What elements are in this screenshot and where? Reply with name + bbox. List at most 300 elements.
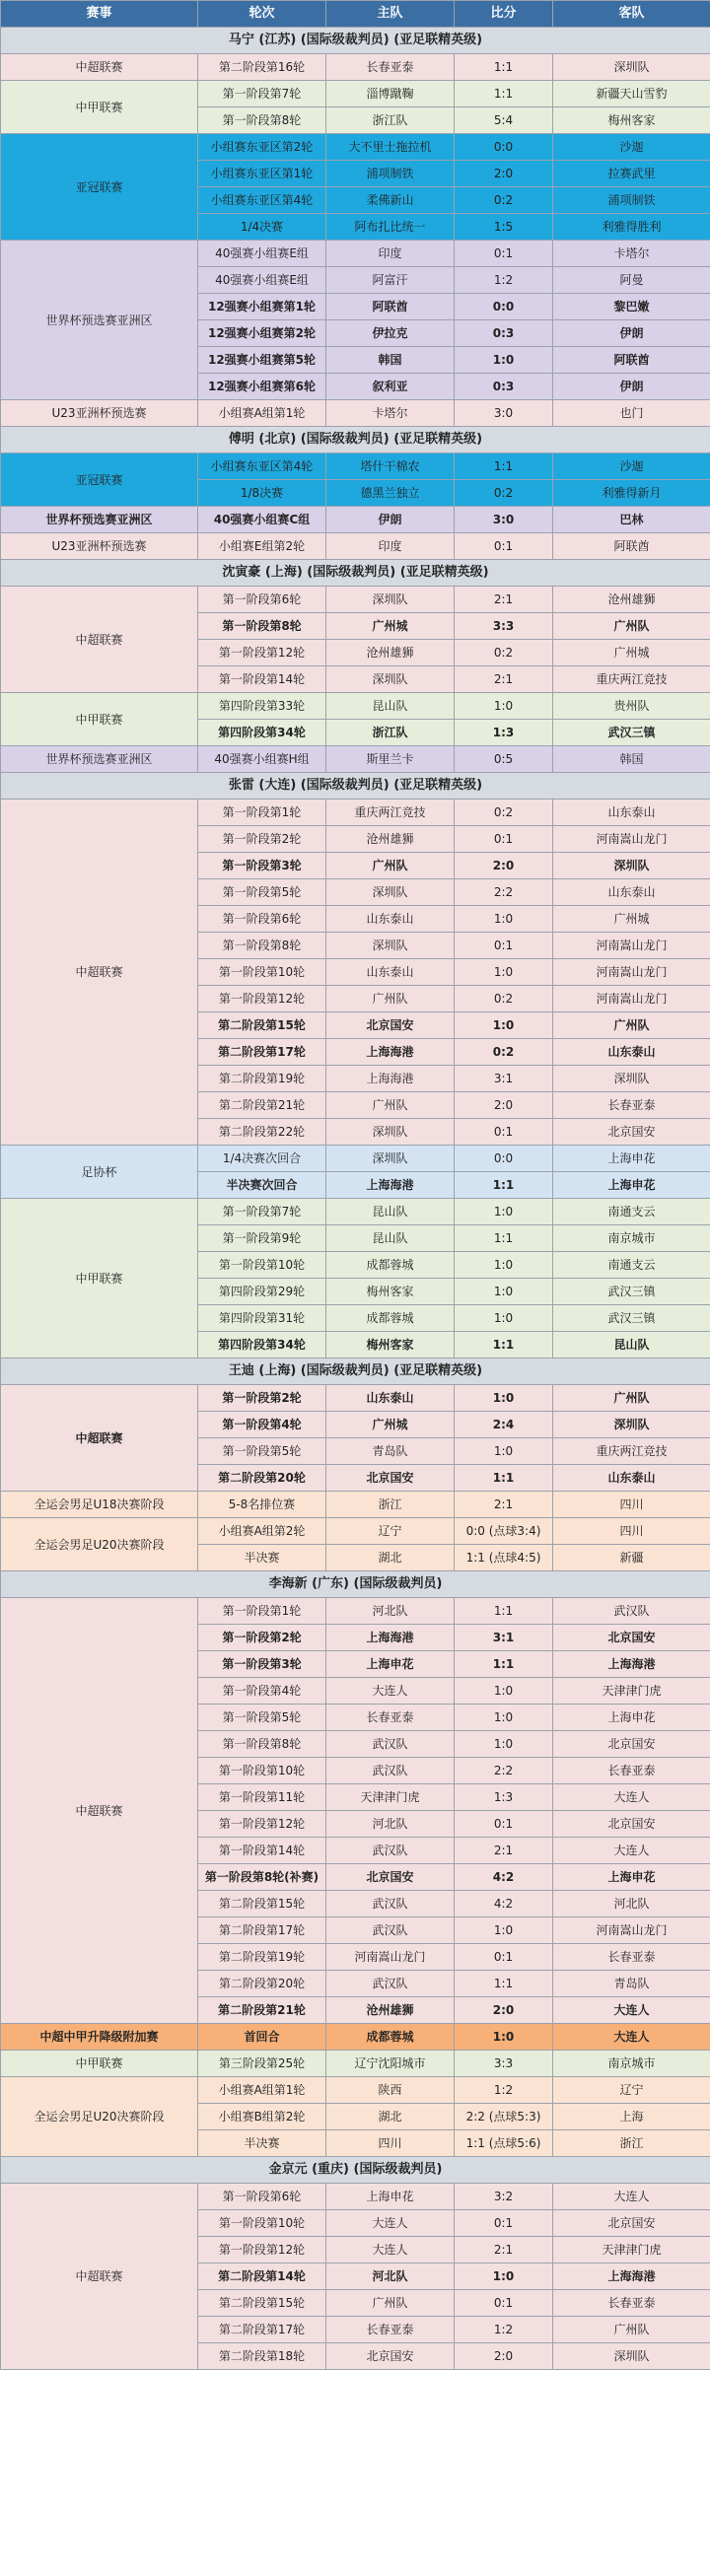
home-team-cell: 北京国安 [326,2343,455,2370]
round-cell: 第一阶段第8轮 [198,613,326,640]
home-team-cell: 北京国安 [326,1864,455,1891]
score-cell: 3:3 [455,2051,553,2077]
score-cell: 1:0 [455,1012,553,1039]
table-row [1,2024,710,2051]
home-team-cell: 深圳队 [326,879,455,906]
referee-row [1,28,710,54]
home-team-cell: 天津津门虎 [326,1784,455,1811]
home-team-cell: 大不里士拖拉机 [326,134,455,161]
round-cell: 12强赛小组赛第5轮 [198,347,326,374]
table-row [1,1385,710,1412]
competition-cell: U23亚洲杯预选赛 [1,400,198,427]
home-team-cell: 沧州雄狮 [326,826,455,853]
away-team-cell: 阿联酋 [553,347,710,374]
score-cell: 1:0 [455,1199,553,1225]
home-team-cell: 长春亚泰 [326,2317,455,2343]
score-cell: 0:0 [455,1146,553,1172]
score-cell: 1:0 [455,693,553,720]
score-cell: 0:0 (点球3:4) [455,1518,553,1545]
score-cell: 1:0 [455,1705,553,1731]
referee-row [1,773,710,800]
score-cell: 0:0 [455,134,553,161]
round-cell: 第一阶段第5轮 [198,879,326,906]
score-cell: 2:1 [455,1492,553,1518]
table-row [1,2051,710,2077]
away-team-cell: 长春亚泰 [553,1092,710,1119]
score-cell: 1:3 [455,1784,553,1811]
away-team-cell: 广州队 [553,613,710,640]
score-cell: 2:0 [455,853,553,879]
score-cell: 3:1 [455,1066,553,1092]
round-cell: 第一阶段第2轮 [198,1385,326,1412]
round-cell: 第二阶段第21轮 [198,1092,326,1119]
home-team-cell: 重庆两江竞技 [326,800,455,826]
competition-cell: 世界杯预选赛亚洲区 [1,241,198,400]
score-cell: 0:2 [455,1039,553,1066]
away-team-cell: 北京国安 [553,1731,710,1758]
score-cell: 1:3 [455,720,553,746]
round-cell: 第一阶段第12轮 [198,1811,326,1838]
score-cell: 1:0 [455,1279,553,1305]
away-team-cell: 深圳队 [553,54,710,81]
round-cell: 40强赛小组赛E组 [198,267,326,294]
round-cell: 第二阶段第14轮 [198,2263,326,2290]
competition-cell: 亚冠联赛 [1,453,198,507]
score-cell: 1:1 [455,453,553,480]
away-team-cell: 四川 [553,1492,710,1518]
score-cell: 0:2 [455,800,553,826]
home-team-cell: 梅州客家 [326,1332,455,1358]
home-team-cell: 辽宁沈阳城市 [326,2051,455,2077]
score-cell: 0:3 [455,374,553,400]
score-cell: 1:0 [455,347,553,374]
score-cell: 1:1 [455,54,553,81]
home-team-cell: 辽宁 [326,1518,455,1545]
competition-cell: 世界杯预选赛亚洲区 [1,507,198,533]
score-cell: 2:2 [455,879,553,906]
table-row [1,2184,710,2210]
round-cell: 第二阶段第20轮 [198,1971,326,1997]
away-team-cell: 长春亚泰 [553,1758,710,1784]
round-cell: 第二阶段第19轮 [198,1944,326,1971]
round-cell: 小组赛A组第1轮 [198,400,326,427]
competition-cell: 中超联赛 [1,800,198,1146]
table-row [1,2077,710,2104]
score-cell: 0:1 [455,1811,553,1838]
referee-name: 李海新 (广东) (国际级裁判员) [1,1571,710,1598]
score-cell: 1:1 [455,1598,553,1625]
home-team-cell: 深圳队 [326,933,455,959]
round-cell: 12强赛小组赛第6轮 [198,374,326,400]
home-team-cell: 叙利亚 [326,374,455,400]
table-row [1,1518,710,1545]
home-team-cell: 河北队 [326,2263,455,2290]
round-cell: 小组赛东亚区第1轮 [198,161,326,187]
away-team-cell: 广州队 [553,2317,710,2343]
referee-row [1,1571,710,1598]
away-team-cell: 卡塔尔 [553,241,710,267]
round-cell: 第一阶段第12轮 [198,986,326,1012]
home-team-cell: 深圳队 [326,1146,455,1172]
round-cell: 半决赛 [198,1545,326,1571]
score-cell: 2:2 [455,1758,553,1784]
home-team-cell: 塔什干棉农 [326,453,455,480]
away-team-cell: 河南嵩山龙门 [553,959,710,986]
competition-cell: 中甲联赛 [1,1199,198,1358]
round-cell: 第一阶段第3轮 [198,1651,326,1678]
score-cell: 0:1 [455,2290,553,2317]
round-cell: 第一阶段第7轮 [198,81,326,107]
away-team-cell: 上海海港 [553,1651,710,1678]
round-cell: 第二阶段第19轮 [198,1066,326,1092]
home-team-cell: 阿布扎比统一 [326,214,455,241]
away-team-cell: 武汉三镇 [553,1305,710,1332]
home-team-cell: 河北队 [326,1811,455,1838]
round-cell: 小组赛东亚区第4轮 [198,187,326,214]
round-cell: 第二阶段第22轮 [198,1119,326,1146]
home-team-cell: 长春亚泰 [326,1705,455,1731]
score-cell: 1:1 [455,1225,553,1252]
home-team-cell: 四川 [326,2130,455,2157]
round-cell: 第三阶段第25轮 [198,2051,326,2077]
home-team-cell: 广州队 [326,1092,455,1119]
round-cell: 第一阶段第8轮(补赛) [198,1864,326,1891]
competition-cell: 亚冠联赛 [1,134,198,241]
score-cell: 1:0 [455,1438,553,1465]
table-row [1,1492,710,1518]
round-cell: 40强赛小组赛H组 [198,746,326,773]
score-cell: 2:1 [455,2237,553,2263]
round-cell: 第一阶段第10轮 [198,1252,326,1279]
home-team-cell: 北京国安 [326,1012,455,1039]
round-cell: 第一阶段第11轮 [198,1784,326,1811]
away-team-cell: 河南嵩山龙门 [553,986,710,1012]
away-team-cell: 武汉三镇 [553,1279,710,1305]
round-cell: 第二阶段第15轮 [198,1891,326,1917]
score-cell: 2:1 [455,1838,553,1864]
home-team-cell: 德黑兰独立 [326,480,455,507]
away-team-cell: 上海申花 [553,1705,710,1731]
away-team-cell: 天津津门虎 [553,1678,710,1705]
score-cell: 1:1 (点球4:5) [455,1545,553,1571]
round-cell: 第一阶段第2轮 [198,826,326,853]
score-cell: 1:0 [455,2263,553,2290]
away-team-cell: 上海申花 [553,1172,710,1199]
round-cell: 小组赛B组第2轮 [198,2104,326,2130]
away-team-cell: 阿联酋 [553,533,710,560]
score-cell: 1:0 [455,1678,553,1705]
table-row [1,134,710,161]
away-team-cell: 河南嵩山龙门 [553,933,710,959]
away-team-cell: 大连人 [553,2024,710,2051]
away-team-cell: 也门 [553,400,710,427]
round-cell: 小组赛东亚区第4轮 [198,453,326,480]
competition-cell: 全运会男足U20决赛阶段 [1,2077,198,2157]
home-team-cell: 大连人 [326,2237,455,2263]
home-team-cell: 陕西 [326,2077,455,2104]
home-team-cell: 武汉队 [326,1758,455,1784]
round-cell: 第一阶段第5轮 [198,1705,326,1731]
round-cell: 小组赛A组第1轮 [198,2077,326,2104]
score-cell: 0:1 [455,826,553,853]
round-cell: 第四阶段第31轮 [198,1305,326,1332]
score-cell: 0:1 [455,533,553,560]
away-team-cell: 北京国安 [553,1119,710,1146]
round-cell: 1/4决赛次回合 [198,1146,326,1172]
round-cell: 40强赛小组赛E组 [198,241,326,267]
away-team-cell: 沧州雄狮 [553,587,710,613]
away-team-cell: 贵州队 [553,693,710,720]
score-cell: 1:0 [455,1305,553,1332]
home-team-cell: 斯里兰卡 [326,746,455,773]
header-score: 比分 [455,1,553,28]
competition-cell: U23亚洲杯预选赛 [1,533,198,560]
home-team-cell: 伊拉克 [326,320,455,347]
home-team-cell: 广州城 [326,613,455,640]
home-team-cell: 伊朗 [326,507,455,533]
referee-name: 马宁 (江苏) (国际级裁判员) (亚足联精英级) [1,28,710,54]
score-cell: 2:4 [455,1412,553,1438]
score-cell: 1:1 [455,1971,553,1997]
away-team-cell: 深圳队 [553,1412,710,1438]
round-cell: 第一阶段第1轮 [198,800,326,826]
home-team-cell: 成都蓉城 [326,2024,455,2051]
away-team-cell: 黎巴嫩 [553,294,710,320]
home-team-cell: 上海海港 [326,1172,455,1199]
referee-row [1,1358,710,1385]
score-cell: 1:0 [455,906,553,933]
home-team-cell: 广州队 [326,986,455,1012]
table-row [1,693,710,720]
away-team-cell: 武汉三镇 [553,720,710,746]
home-team-cell: 韩国 [326,347,455,374]
away-team-cell: 广州城 [553,906,710,933]
away-team-cell: 河北队 [553,1891,710,1917]
away-team-cell: 大连人 [553,2184,710,2210]
round-cell: 第一阶段第8轮 [198,1731,326,1758]
home-team-cell: 广州队 [326,853,455,879]
round-cell: 第一阶段第3轮 [198,853,326,879]
header-home: 主队 [326,1,455,28]
home-team-cell: 昆山队 [326,1199,455,1225]
round-cell: 第四阶段第29轮 [198,1279,326,1305]
away-team-cell: 长春亚泰 [553,1944,710,1971]
score-cell: 0:1 [455,933,553,959]
away-team-cell: 南京城市 [553,1225,710,1252]
score-cell: 0:2 [455,640,553,666]
header-competition: 赛事 [1,1,198,28]
away-team-cell: 大连人 [553,1997,710,2024]
referee-name: 傅明 (北京) (国际级裁判员) (亚足联精英级) [1,427,710,453]
home-team-cell: 深圳队 [326,1119,455,1146]
round-cell: 第二阶段第17轮 [198,1039,326,1066]
away-team-cell: 山东泰山 [553,879,710,906]
away-team-cell: 重庆两江竞技 [553,666,710,693]
home-team-cell: 阿富汗 [326,267,455,294]
home-team-cell: 河南嵩山龙门 [326,1944,455,1971]
score-cell: 1:0 [455,1917,553,1944]
away-team-cell: 四川 [553,1518,710,1545]
referee-row [1,427,710,453]
table-row [1,587,710,613]
score-cell: 1:2 [455,2077,553,2104]
competition-cell: 全运会男足U20决赛阶段 [1,1518,198,1571]
round-cell: 第二阶段第16轮 [198,54,326,81]
referee-name: 金京元 (重庆) (国际级裁判员) [1,2157,710,2184]
referee-name: 沈寅豪 (上海) (国际级裁判员) (亚足联精英级) [1,560,710,587]
away-team-cell: 上海 [553,2104,710,2130]
away-team-cell: 武汉队 [553,1598,710,1625]
home-team-cell: 山东泰山 [326,1385,455,1412]
score-cell: 3:0 [455,400,553,427]
away-team-cell: 沙迦 [553,134,710,161]
competition-cell: 中超中甲升降级附加赛 [1,2024,198,2051]
home-team-cell: 卡塔尔 [326,400,455,427]
round-cell: 第二阶段第20轮 [198,1465,326,1492]
round-cell: 12强赛小组赛第1轮 [198,294,326,320]
away-team-cell: 广州城 [553,640,710,666]
home-team-cell: 武汉队 [326,1971,455,1997]
score-cell: 0:2 [455,986,553,1012]
score-cell: 1:1 [455,1651,553,1678]
round-cell: 第二阶段第15轮 [198,1012,326,1039]
round-cell: 第一阶段第14轮 [198,1838,326,1864]
score-cell: 1:0 [455,1385,553,1412]
round-cell: 第一阶段第7轮 [198,1199,326,1225]
away-team-cell: 河南嵩山龙门 [553,1917,710,1944]
score-cell: 2:0 [455,2343,553,2370]
home-team-cell: 广州城 [326,1412,455,1438]
score-cell: 0:1 [455,241,553,267]
away-team-cell: 阿曼 [553,267,710,294]
round-cell: 第一阶段第1轮 [198,1598,326,1625]
competition-cell: 全运会男足U18决赛阶段 [1,1492,198,1518]
round-cell: 第一阶段第6轮 [198,2184,326,2210]
away-team-cell: 山东泰山 [553,1465,710,1492]
away-team-cell: 青岛队 [553,1971,710,1997]
away-team-cell: 北京国安 [553,2210,710,2237]
table-row [1,1598,710,1625]
round-cell: 第二阶段第18轮 [198,2343,326,2370]
home-team-cell: 武汉队 [326,1891,455,1917]
round-cell: 第四阶段第33轮 [198,693,326,720]
away-team-cell: 南通支云 [553,1199,710,1225]
round-cell: 第一阶段第9轮 [198,1225,326,1252]
competition-cell: 世界杯预选赛亚洲区 [1,746,198,773]
round-cell: 第一阶段第10轮 [198,1758,326,1784]
home-team-cell: 上海海港 [326,1039,455,1066]
score-cell: 1:2 [455,2317,553,2343]
home-team-cell: 昆山队 [326,1225,455,1252]
home-team-cell: 大连人 [326,2210,455,2237]
table-row [1,800,710,826]
score-cell: 3:2 [455,2184,553,2210]
away-team-cell: 利雅得新月 [553,480,710,507]
home-team-cell: 深圳队 [326,666,455,693]
home-team-cell: 河北队 [326,1598,455,1625]
away-team-cell: 北京国安 [553,1625,710,1651]
away-team-cell: 深圳队 [553,853,710,879]
round-cell: 40强赛小组赛C组 [198,507,326,533]
score-cell: 2:0 [455,1092,553,1119]
round-cell: 第四阶段第34轮 [198,1332,326,1358]
away-team-cell: 河南嵩山龙门 [553,826,710,853]
round-cell: 1/4决赛 [198,214,326,241]
round-cell: 第一阶段第6轮 [198,587,326,613]
home-team-cell: 沧州雄狮 [326,640,455,666]
competition-cell: 中甲联赛 [1,693,198,746]
competition-cell: 中超联赛 [1,54,198,81]
table-row [1,533,710,560]
away-team-cell: 上海申花 [553,1864,710,1891]
referee-name: 张雷 (大连) (国际级裁判员) (亚足联精英级) [1,773,710,800]
home-team-cell: 淄博蹴鞠 [326,81,455,107]
score-cell: 0:1 [455,1944,553,1971]
header-round: 轮次 [198,1,326,28]
away-team-cell: 重庆两江竞技 [553,1438,710,1465]
home-team-cell: 上海海港 [326,1625,455,1651]
round-cell: 小组赛东亚区第2轮 [198,134,326,161]
score-cell: 1:0 [455,2024,553,2051]
away-team-cell: 大连人 [553,1838,710,1864]
away-team-cell: 广州队 [553,1012,710,1039]
score-cell: 2:0 [455,161,553,187]
competition-cell: 中甲联赛 [1,81,198,134]
round-cell: 第二阶段第17轮 [198,1917,326,1944]
competition-cell: 中超联赛 [1,587,198,693]
away-team-cell: 南通支云 [553,1252,710,1279]
away-team-cell: 广州队 [553,1385,710,1412]
round-cell: 1/8决赛 [198,480,326,507]
round-cell: 第一阶段第4轮 [198,1412,326,1438]
score-cell: 1:1 [455,1465,553,1492]
round-cell: 第一阶段第10轮 [198,2210,326,2237]
competition-cell: 中甲联赛 [1,2051,198,2077]
away-team-cell: 南京城市 [553,2051,710,2077]
home-team-cell: 柔佛新山 [326,187,455,214]
away-team-cell: 深圳队 [553,2343,710,2370]
away-team-cell: 辽宁 [553,2077,710,2104]
home-team-cell: 梅州客家 [326,1279,455,1305]
home-team-cell: 山东泰山 [326,906,455,933]
away-team-cell: 大连人 [553,1784,710,1811]
table-row [1,81,710,107]
table-row [1,453,710,480]
table-row [1,1146,710,1172]
away-team-cell: 浙江 [553,2130,710,2157]
away-team-cell: 伊朗 [553,374,710,400]
round-cell: 第四阶段第34轮 [198,720,326,746]
home-team-cell: 青岛队 [326,1438,455,1465]
away-team-cell: 昆山队 [553,1332,710,1358]
away-team-cell: 深圳队 [553,1066,710,1092]
table-row [1,54,710,81]
home-team-cell: 昆山队 [326,693,455,720]
round-cell: 第二阶段第15轮 [198,2290,326,2317]
away-team-cell: 巴林 [553,507,710,533]
away-team-cell: 新疆 [553,1545,710,1571]
round-cell: 第二阶段第21轮 [198,1997,326,2024]
home-team-cell: 浙江队 [326,720,455,746]
round-cell: 第一阶段第6轮 [198,906,326,933]
score-cell: 0:1 [455,1119,553,1146]
competition-cell: 中超联赛 [1,2184,198,2370]
score-cell: 1:0 [455,959,553,986]
home-team-cell: 印度 [326,241,455,267]
away-team-cell: 上海海港 [553,2263,710,2290]
round-cell: 第一阶段第5轮 [198,1438,326,1465]
away-team-cell: 天津津门虎 [553,2237,710,2263]
